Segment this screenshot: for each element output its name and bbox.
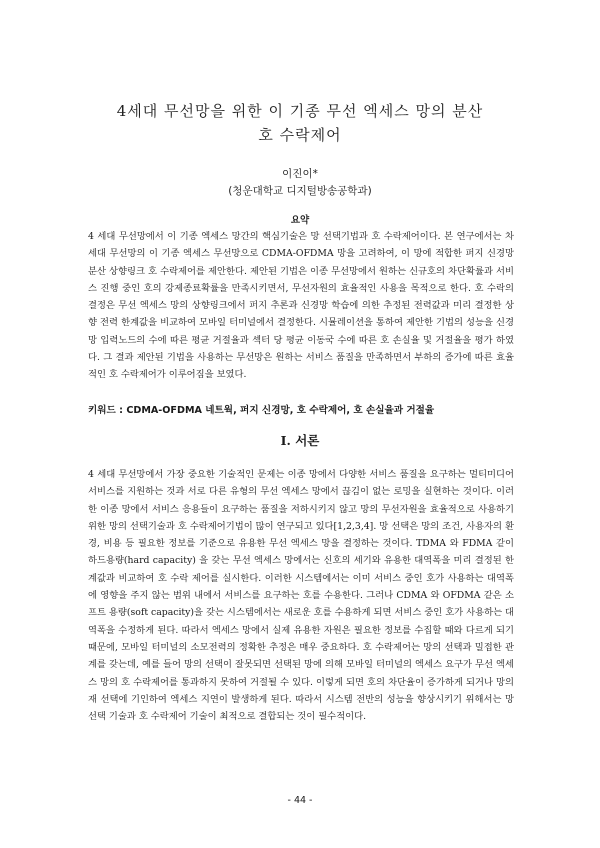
- page-number: - 44 -: [287, 795, 313, 806]
- keywords-line: 키워드 : CDMA-OFDMA 네트웍, 퍼지 신경망, 호 수락제어, 호 손실율과 거절율: [88, 405, 435, 416]
- author-name: 이진이*: [282, 168, 318, 180]
- abstract-text: 4 세대 무선망에서 이 기종 엑세스 망간의 핵심기술은 망 선택기법과 호 수락제어이다. 본 연구에서는 차세대 무선망의 이 기종 엑세스 무선망으로 CDMA-OFDMA 망을 고려하여, 이 망에 적합한 퍼지 신경망 분산 상향링크 호 수락제어를 제안한다. 제안된 기법은 이종 무선망에서 원하는 신규호의 차단확률과 서비스 진행 중인 호의 강제종료확률을 만족시키면서, 무선자원의 효율적인 사용을 목적으로 한다. 호 수락의 결정은 무선 엑세스 망의 상향링크에서 퍼지 추론과 신경망 학습에 의한 추정된 전력값과 미리 결정한 상향 전력 한계값을 비교하여 모바일 터미널에서 결정한다. 시뮬레이션을 통하여 제안한 기법의 성능을 신경망 입력노드의 수에 따른 평균 거절율과 섹터 당 평균 이동국 수에 따른 호 손실율 및 거절율을 평가 하였다. 그 결과 제안된 기법을 사용하는 무선망은 원하는 서비스 품질을 만족하면서 부하의 증가에 따른 효율적인 호 수락제어가 이루어짐을 보였다.: [88, 231, 514, 381]
- author-affiliation: (청운대학교 디지털방송공학과): [228, 185, 372, 197]
- paper-title-line2: 호 수락제어: [258, 126, 342, 144]
- abstract-heading: 요약: [290, 215, 310, 226]
- section-heading-introduction: I. 서론: [280, 433, 320, 448]
- introduction-body-text: 4 세대 무선망에서 가장 중요한 기술적인 문제는 이종 망에서 다양한 서비스 품질을 요구하는 멀티미디어 서비스를 지원하는 것과 서로 다른 유형의 무선 엑세스 망에서 끊김이 없는 로밍을 실현하는 것이다. 이러한 이종 망에서 서비스 응용들이 요구하는 품질을 저하시키지 않고 망의 무선자원을 효율적으로 사용하기 위한 망의 선택기술과 호 수락제어기법이 많이 연구되고 있다[1,2,3,4]. 망 선택은 망의 조건, 사용자의 환경, 비용 등 필요한 정보를 기준으로 유용한 무선 엑세스 망을 결정하는 것이다. TDMA 와 FDMA 같이 하드용량(hard capacity) 을 갖는 무선 엑세스 망에서는 신호의 세기와 유용한 대역폭을 미리 결정된 한계값과 비교하여 호 수락 제어를 실시한다. 이러한 시스템에서는 이미 서비스 중인 호가 사용하는 대역폭에 영향을 주지 않는 범위 내에서 서비스를 요구하는 호를 수용한다. 그러나 CDMA 와 OFDMA 같은 소프트 용량(soft capacity)을 갖는 시스템에서는 새로운 호를 수용하게 되면 서비스 중인 호가 사용하는 대역폭을 수정하게 된다. 따라서 엑세스 망에서 실제 유용한 자원은 필요한 정보를 수집할 때와 다르게 되기 때문에, 모바일 터미널의 소모전력의 정확한 추정은 매우 중요하다. 호 수락제어는 망의 선택과 밀접한 관계를 갖는데, 예를 들어 망의 선택이 잘못되면 선택된 망에 의해 모바일 터미널의 엑세스 요구가 무선 엑세스 망의 호 수락제어를 통과하지 못하여 거절될 수 있다. 이렇게 되면 호의 차단율이 증가하게 되거나 망의 재 선택에 기인하여 엑세스 지연이 발생하게 된다. 따라서 시스템 전반의 성능을 향상시키기 위해서는 망 선택 기술과 호 수락제어 기술이 최적으로 결합되는 것이 필수적이다.: [88, 469, 514, 723]
- paper-title-line1: 4세대 무선망을 위한 이 기종 무선 엑세스 망의 분산: [116, 102, 484, 120]
